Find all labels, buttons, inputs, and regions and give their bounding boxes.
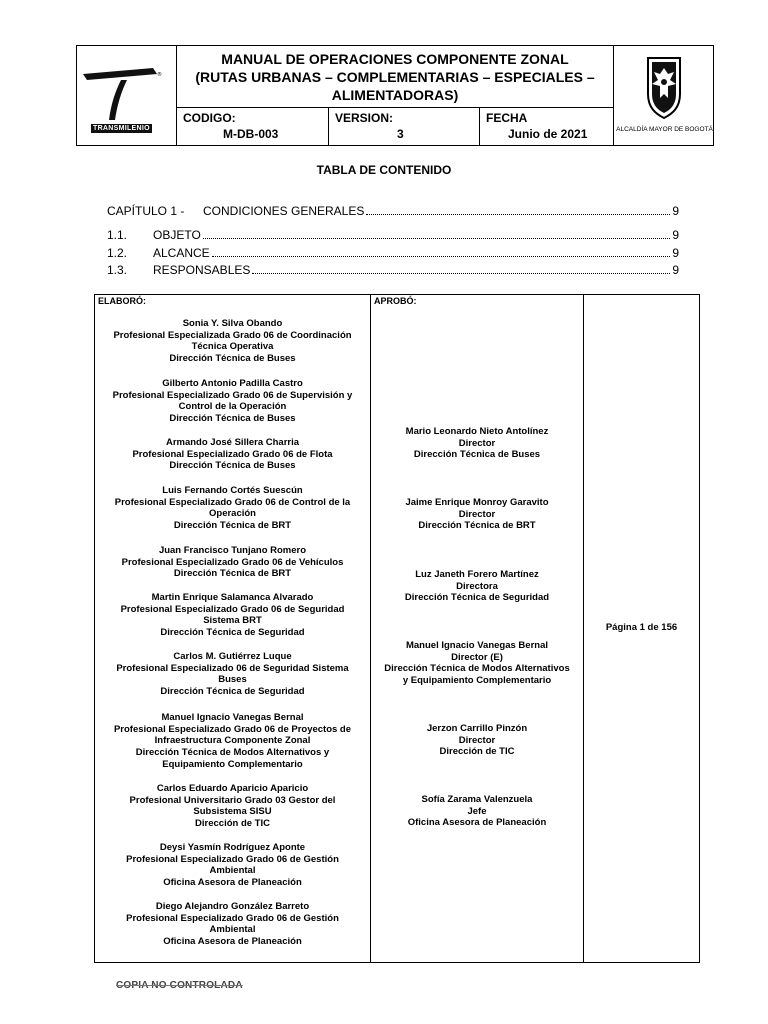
elaboro-person xyxy=(95,712,370,771)
toc-entry-text: ALCANCE xyxy=(153,246,210,260)
person-role: Director xyxy=(458,437,496,449)
codigo-value: M-DB-003 xyxy=(223,127,279,141)
transmilenio-logo-icon xyxy=(81,64,171,124)
person-role: Profesional Especializado Grado 06 de Flota xyxy=(132,448,333,460)
document-title xyxy=(177,46,613,108)
elaboro-person xyxy=(95,437,370,472)
person-role: Director (E) xyxy=(451,651,503,663)
person-role: Profesional Especializado Grado 06 de Proyectos de Infraestructura Componente Zonal xyxy=(113,723,352,747)
aprobo-person xyxy=(371,497,583,532)
transmilenio-wordmark: TRANSMILENIO xyxy=(93,125,150,132)
person-role: Director xyxy=(458,734,496,746)
elaboro-person xyxy=(95,901,370,948)
codigo-label: CODIGO: xyxy=(183,111,236,125)
title-line-3: ALIMENTADORAS) xyxy=(331,87,459,103)
person-office: Dirección de TIC xyxy=(439,746,515,758)
toc-entry-page: 9 xyxy=(672,246,679,260)
aprobo-person xyxy=(371,569,583,604)
person-office: Dirección Técnica de Modos Alternativos y Equipamiento Complementario xyxy=(135,747,330,770)
person-name: Diego Alejandro González Barreto xyxy=(155,901,310,912)
toc-entry[interactable] xyxy=(107,203,679,218)
person-name: Carlos Eduardo Aparicio Aparicio xyxy=(156,783,309,794)
person-office: Oficina Asesora de Planeación xyxy=(407,817,547,829)
person-office: Dirección Técnica de Seguridad xyxy=(160,627,305,639)
version-cell xyxy=(329,108,480,145)
toc-leader-dots xyxy=(366,213,670,215)
person-name: Carlos M. Gutiérrez Luque xyxy=(173,651,292,662)
toc-entry-page: 9 xyxy=(672,263,679,277)
document-header xyxy=(76,45,714,146)
fecha-value: Junio de 2021 xyxy=(508,127,588,141)
toc-entry-number: 1.2. xyxy=(107,246,128,260)
person-role: Profesional Especializado Grado 06 de Vehículos xyxy=(121,556,344,568)
version-value: 3 xyxy=(397,127,404,141)
transmilenio-logo-cell xyxy=(77,46,177,145)
page-number: Página 1 de 156 xyxy=(605,622,678,633)
person-role: Profesional Especializado Grado 06 de Control de la Operación xyxy=(114,496,351,520)
toc-entry-text: RESPONSABLES xyxy=(153,263,251,277)
person-name: Gilberto Antonio Padilla Castro xyxy=(162,378,303,389)
toc-title: TABLA DE CONTENIDO xyxy=(316,163,452,177)
person-office: Oficina Asesora de Planeación xyxy=(163,877,302,889)
person-role: Profesional Especializada Grado 06 de Coordinación Técnica Operativa xyxy=(113,329,352,353)
person-role: Profesional Especializado Grado 06 de Seguridad Sistema BRT xyxy=(120,603,345,627)
person-name: Mario Leonardo Nieto Antolínez xyxy=(405,426,549,437)
elaboro-person xyxy=(95,318,370,365)
person-name: Martin Enrique Salamanca Alvarado xyxy=(151,592,314,603)
toc-entry-page: 9 xyxy=(672,204,679,218)
elaboro-person xyxy=(95,378,370,425)
person-name: Luz Janeth Forero Martínez xyxy=(415,569,539,580)
person-office: Dirección Técnica de BRT xyxy=(418,520,536,532)
person-role: Directora xyxy=(456,580,498,592)
aprobo-person xyxy=(371,794,583,829)
person-role: Profesional Universitario Grado 03 Gestor del Subsistema SISU xyxy=(129,794,336,818)
toc-entry-number: CAPÍTULO 1 - xyxy=(107,204,185,218)
elaboro-person xyxy=(95,545,370,580)
copia-no-controlada-stamp: COPIA NO CONTROLADA xyxy=(116,980,243,991)
toc-entry-text: CONDICIONES GENERALES xyxy=(203,204,365,218)
elaboro-person xyxy=(95,651,370,698)
title-line-1: MANUAL DE OPERACIONES COMPONENTE ZONAL xyxy=(221,51,569,67)
alcaldia-logo-cell xyxy=(613,46,714,145)
title-line-2: (RUTAS URBANAS – COMPLEMENTARIAS – ESPECIALES – xyxy=(195,69,595,85)
person-office: Dirección de TIC xyxy=(195,818,270,830)
toc-entry-number: 1.1. xyxy=(107,228,128,242)
toc-entry-text: OBJETO xyxy=(153,228,201,242)
person-name: Juan Francisco Tunjano Romero xyxy=(158,545,307,556)
fecha-cell xyxy=(480,108,613,145)
toc-entry[interactable] xyxy=(107,245,679,260)
toc-entry[interactable] xyxy=(107,227,679,242)
person-role: Profesional Especializado Grado 06 de Gestión Ambiental xyxy=(126,853,339,877)
version-label: VERSION: xyxy=(335,111,394,125)
person-name: Jaime Enrique Monroy Garavito xyxy=(405,497,549,508)
person-office: Dirección Técnica de Buses xyxy=(169,353,296,365)
elaboro-person xyxy=(95,485,370,532)
person-office: Dirección Técnica de Buses xyxy=(169,460,296,472)
aprobo-label: APROBÓ: xyxy=(374,296,417,306)
fecha-label: FECHA xyxy=(486,111,528,125)
toc-entry[interactable] xyxy=(107,262,679,277)
elaboro-label: ELABORÓ: xyxy=(98,296,146,306)
person-name: Jerzon Carrillo Pinzón xyxy=(426,723,528,734)
person-role: Director xyxy=(458,508,496,520)
toc-entry-page: 9 xyxy=(672,228,679,242)
elaboro-person xyxy=(95,842,370,889)
toc-entry-number: 1.3. xyxy=(107,263,128,277)
aprobo-person xyxy=(371,640,583,687)
person-role: Profesional Especializado Grado 06 de Supervisión y Control de la Operación xyxy=(112,389,353,413)
aprobo-person xyxy=(371,723,583,758)
toc-leader-dots xyxy=(212,255,671,257)
person-name: Sofía Zarama Valenzuela xyxy=(421,794,533,805)
person-name: Deysi Yasmín Rodríguez Aponte xyxy=(159,842,306,853)
codigo-cell xyxy=(177,108,329,145)
aprobo-person xyxy=(371,426,583,461)
person-name: Sonia Y. Silva Obando xyxy=(182,318,283,329)
person-name: Manuel Ignacio Vanegas Bernal xyxy=(161,712,304,723)
person-office: Dirección Técnica de Buses xyxy=(413,449,541,461)
person-name: Luis Fernando Cortés Suescún xyxy=(162,485,303,496)
alcaldia-wordmark: ALCALDÍA MAYOR DE BOGOTÁ xyxy=(616,126,713,133)
person-office: Oficina Asesora de Planeación xyxy=(163,936,302,948)
column-divider xyxy=(370,295,371,962)
signature-table xyxy=(94,294,700,963)
elaboro-person xyxy=(95,592,370,639)
person-office: Dirección Técnica de BRT xyxy=(173,568,292,580)
toc-leader-dots xyxy=(252,272,670,274)
person-office: Dirección Técnica de Seguridad xyxy=(404,592,550,604)
person-name: Manuel Ignacio Vanegas Bernal xyxy=(405,640,549,651)
bogota-coat-of-arms-icon xyxy=(644,54,684,120)
toc-leader-dots xyxy=(203,237,671,239)
person-office: Dirección Técnica de Modos Alternativos y Equipamiento Complementario xyxy=(384,663,570,687)
person-office: Dirección Técnica de BRT xyxy=(173,520,292,532)
svg-text:®: ® xyxy=(157,72,162,78)
person-name: Armando José Sillera Charria xyxy=(165,437,300,448)
person-role: Profesional Especializado 06 de Seguridad Sistema Buses xyxy=(116,662,349,686)
person-role: Jefe xyxy=(467,805,487,817)
person-office: Dirección Técnica de Buses xyxy=(169,413,296,425)
elaboro-person xyxy=(95,783,370,830)
person-office: Dirección Técnica de Seguridad xyxy=(160,686,305,698)
person-role: Profesional Especializado Grado 06 de Gestión Ambiental xyxy=(126,912,339,936)
